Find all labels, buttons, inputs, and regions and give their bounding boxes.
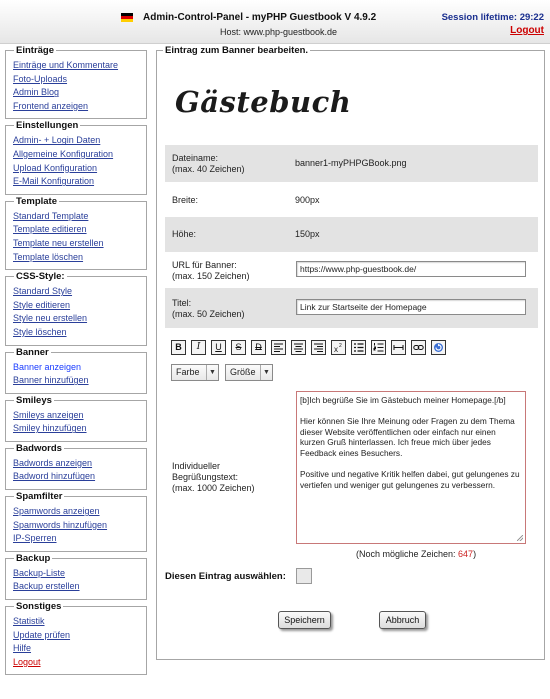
select-entry-label: Diesen Eintrag auswählen: (165, 571, 286, 582)
title-row (165, 288, 538, 328)
sidebar-group-smileys (5, 394, 147, 442)
title-label-line: Titel: (172, 298, 192, 308)
greeting-paragraph: Positive und negative Kritik helfen dabei, gut gelungenes zu vertiefen und weniger gut gelungenes zu verbessern. (300, 469, 520, 490)
chevron-down-icon: ▼ (206, 365, 218, 380)
sidebar-group-badwords (5, 442, 147, 490)
sidebar-item-frontend[interactable]: Frontend anzeigen (13, 100, 89, 111)
filename-label-line: Dateiname: (172, 153, 219, 163)
sidebar-group-title: Badwords (16, 442, 62, 454)
sidebar-item-smileys-anzeigen[interactable]: Smileys anzeigen (13, 409, 84, 420)
sidebar-item-standard-style[interactable]: Standard Style (13, 286, 73, 297)
german-flag-icon (121, 13, 133, 22)
horizontal-rule-icon[interactable] (391, 340, 406, 355)
sidebar-item-badwords-anzeigen[interactable]: Badwords anzeigen (13, 457, 93, 468)
title-label-hint: (max. 50 Zeichen) (172, 309, 245, 319)
select-entry-checkbox[interactable] (296, 568, 312, 584)
sidebar-item-banner-hinzufuegen[interactable]: Banner hinzufügen (13, 375, 89, 386)
color-select[interactable] (171, 364, 219, 381)
host-label: Host: www.php-guestbook.de (220, 27, 338, 37)
sidebar-group-einstellungen (5, 120, 147, 194)
height-value: 150px (295, 229, 320, 239)
sidebar-group-sonstiges (5, 601, 147, 675)
sidebar-item-foto-uploads[interactable]: Foto-Uploads (13, 73, 68, 84)
link-icon[interactable] (411, 340, 426, 355)
height-label: Höhe: (172, 229, 197, 239)
sidebar-item-login-daten[interactable]: Admin- + Login Daten (13, 135, 101, 146)
greeting-textarea[interactable] (296, 391, 526, 544)
sidebar-group-eintraege (5, 45, 147, 119)
title-label (172, 298, 245, 320)
app-title: Admin-Control-Panel - myPHP Guestbook V 4.9.2 (143, 12, 377, 23)
list-icon[interactable] (351, 340, 366, 355)
sidebar-item-badword-hinzufuegen[interactable]: Badword hinzufügen (13, 471, 96, 482)
sidebar-group-title: Smileys (16, 394, 52, 406)
banner-preview-image: Gästebuch (175, 85, 352, 119)
header-bar (0, 0, 550, 44)
sidebar-item-standard-template[interactable]: Standard Template (13, 210, 89, 221)
height-row (165, 217, 538, 252)
sidebar-item-backup-erstellen[interactable]: Backup erstellen (13, 581, 80, 592)
greeting-label-hint: (max. 1000 Zeichen) (172, 483, 255, 493)
greeting-paragraph: Hier können Sie Ihre Meinung oder Fragen zu dem Thema dieser Website veröffentlichen oder einfach nur einen kurzen Gruß hinterlassen. Ich freue mich über jedes Feedback eines Besuchers. (300, 416, 515, 458)
sidebar-item-backup-liste[interactable]: Backup-Liste (13, 567, 66, 578)
sidebar-item-logout[interactable]: Logout (13, 656, 41, 667)
sidebar-group-title: CSS-Style: (16, 271, 65, 283)
sidebar-group-template (5, 195, 147, 270)
width-label: Breite: (172, 195, 199, 205)
sidebar-item-eintraege-kommentare[interactable]: Einträge und Kommentare (13, 60, 119, 70)
sidebar-item-banner-anzeigen[interactable]: Banner anzeigen (13, 361, 82, 372)
filename-label-hint: (max. 40 Zeichen) (172, 164, 245, 174)
size-select[interactable] (225, 364, 273, 381)
greeting-label-line: Individueller (172, 461, 221, 471)
sidebar-group-title: Template (16, 195, 58, 207)
url-label (172, 260, 250, 282)
title-input[interactable]: Link zur Startseite der Homepage (296, 299, 526, 315)
sidebar-item-spamwords-anzeigen[interactable]: Spamwords anzeigen (13, 506, 100, 517)
superscript-icon[interactable] (331, 340, 346, 355)
sidebar-group-title: Einstellungen (16, 120, 79, 132)
sidebar-item-template-neu[interactable]: Template neu erstellen (13, 237, 104, 248)
greeting-label-line: Begrüßungstext: (172, 472, 239, 482)
refresh-icon[interactable] (431, 340, 446, 355)
sidebar-item-email-konfig[interactable]: E-Mail Konfiguration (13, 176, 95, 187)
url-row (165, 252, 538, 288)
sidebar (5, 45, 147, 681)
bold-icon[interactable]: B (171, 340, 186, 355)
ordered-list-icon[interactable] (371, 340, 386, 355)
sidebar-item-smiley-hinzufuegen[interactable]: Smiley hinzufügen (13, 423, 87, 434)
url-label-line: URL für Banner: (172, 260, 237, 270)
double-strikethrough-icon[interactable]: D (251, 340, 266, 355)
underline-icon[interactable]: U (211, 340, 226, 355)
sidebar-group-title: Spamfilter (16, 491, 63, 503)
banner-edit-panel (156, 45, 545, 660)
sidebar-item-style-loeschen[interactable]: Style löschen (13, 326, 67, 337)
align-left-icon[interactable] (271, 340, 286, 355)
color-select-value: Farbe (176, 367, 200, 377)
sidebar-group-backup (5, 552, 147, 600)
sidebar-item-template-loeschen[interactable]: Template löschen (13, 251, 84, 262)
save-button[interactable]: Speichern (278, 611, 331, 629)
filename-label (172, 153, 245, 175)
sidebar-item-upload-konfig[interactable]: Upload Konfiguration (13, 162, 98, 173)
sidebar-item-spamwords-hinzufuegen[interactable]: Spamwords hinzufügen (13, 519, 108, 530)
greeting-paragraph: [b]Ich begrüße Sie im Gästebuch meiner Homepage.[/b] (300, 395, 506, 405)
sidebar-group-title: Einträge (16, 45, 55, 56)
filename-row (165, 145, 538, 182)
width-value: 900px (295, 195, 320, 205)
sidebar-group-title: Backup (16, 552, 51, 564)
filename-value: banner1-myPHPGBook.png (295, 158, 407, 168)
url-label-hint: (max. 150 Zeichen) (172, 271, 250, 281)
remaining-chars-label: (Noch mögliche Zeichen: (356, 549, 459, 559)
sidebar-item-template-editieren[interactable]: Template editieren (13, 224, 87, 235)
logout-link[interactable]: Logout (510, 25, 544, 36)
remaining-chars-suffix: ) (473, 549, 477, 559)
sidebar-item-statistik[interactable]: Statistik (13, 616, 45, 627)
url-input[interactable]: https://www.php-guestbook.de/ (296, 261, 526, 277)
sidebar-group-spamfilter (5, 491, 147, 552)
sidebar-group-title: Sonstiges (16, 601, 62, 613)
italic-icon[interactable]: I (191, 340, 206, 355)
sidebar-item-hilfe[interactable]: Hilfe (13, 643, 32, 654)
remaining-chars (356, 549, 476, 559)
sidebar-item-admin-blog[interactable]: Admin Blog (13, 87, 60, 98)
svg-text:x: x (334, 345, 338, 353)
sidebar-item-style-neu[interactable]: Style neu erstellen (13, 313, 88, 324)
sidebar-group-css-style (5, 271, 147, 345)
svg-text:2: 2 (339, 343, 342, 349)
align-center-icon[interactable] (291, 340, 306, 355)
sidebar-group-banner (5, 346, 147, 394)
align-right-icon[interactable] (311, 340, 326, 355)
size-select-value: Größe (230, 367, 256, 377)
remaining-chars-count: 647 (458, 549, 474, 559)
sidebar-item-update-pruefen[interactable]: Update prüfen (13, 629, 71, 640)
sidebar-group-title: Banner (16, 346, 49, 358)
sidebar-item-style-editieren[interactable]: Style editieren (13, 299, 71, 310)
width-row (165, 182, 538, 217)
chevron-down-icon: ▼ (260, 365, 272, 380)
sidebar-item-allgemeine-konfig[interactable]: Allgemeine Konfiguration (13, 148, 114, 159)
strikethrough-icon[interactable]: S (231, 340, 246, 355)
resize-grip-icon[interactable] (517, 535, 523, 541)
session-lifetime: Session lifetime: 29:22 (441, 12, 544, 23)
panel-title: Eintrag zum Banner bearbeiten. (165, 45, 309, 56)
cancel-button[interactable]: Abbruch (379, 611, 426, 629)
greeting-label (172, 461, 255, 494)
sidebar-item-ip-sperren[interactable]: IP-Sperren (13, 533, 57, 544)
